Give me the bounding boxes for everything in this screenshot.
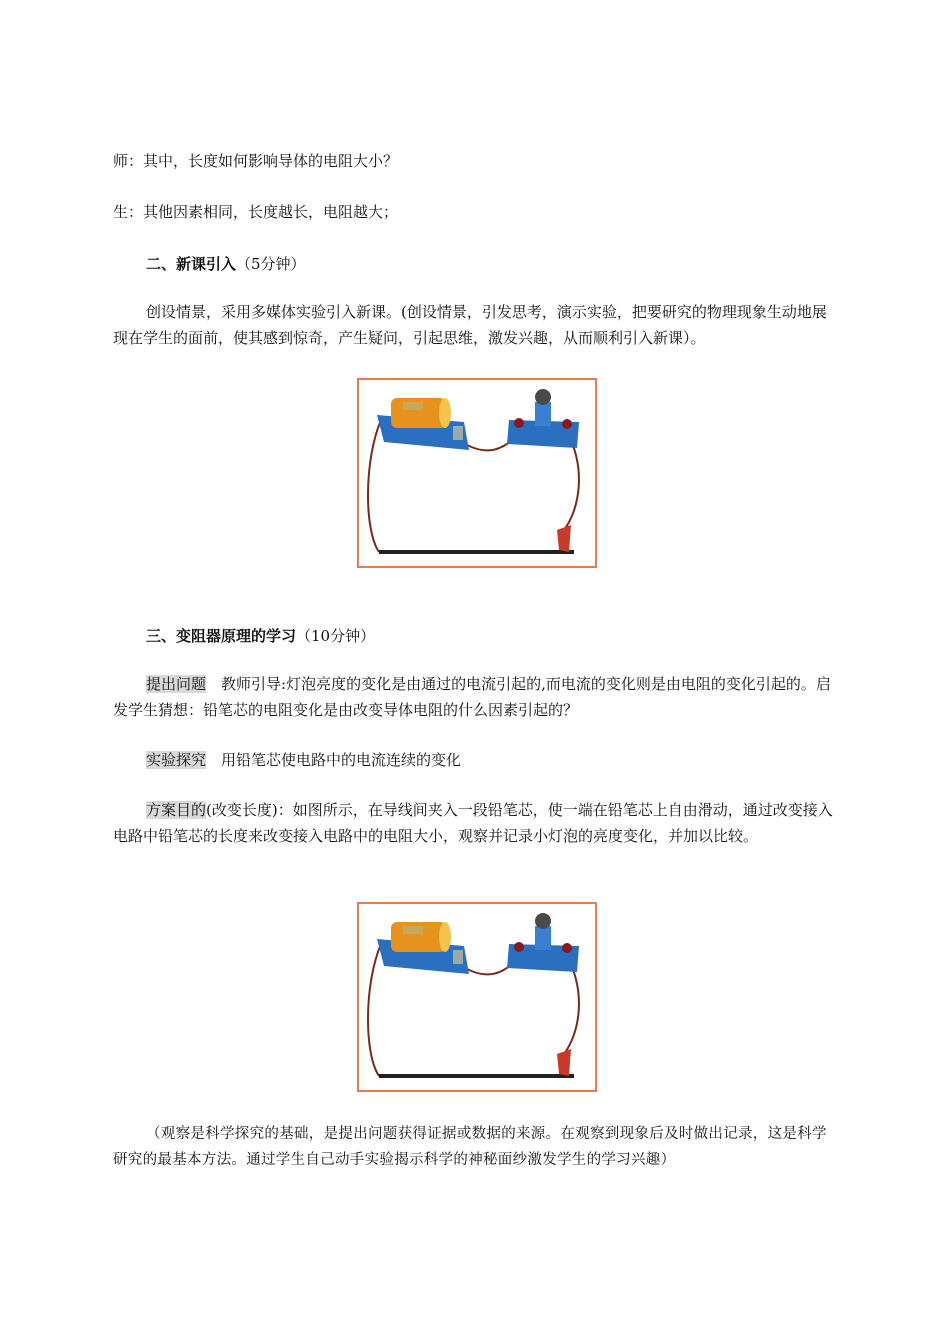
experiment-paragraph [113,747,837,773]
question-label: 提出问题 [146,675,207,693]
section-2-title: 二、新课引入 [146,255,237,273]
section-3-heading [113,623,837,649]
circuit-illustration-2 [359,904,595,1090]
teacher-question: 师：其中，长度如何影响导体的电阻大小？ [113,152,399,170]
experiment-label: 实验探究 [146,751,207,769]
plan-label: 方案目的 [146,801,207,819]
circuit-illustration-1 [359,380,595,566]
question-paragraph [113,671,837,723]
student-answer: 生：其他因素相同，长度越长，电阻越大； [113,203,399,221]
section-3-time: （10分钟） [296,627,376,645]
section-2-heading [113,251,837,277]
section-3-title: 三、变阻器原理的学习 [146,627,297,645]
experiment-body: 用铅笔芯使电路中的电流连续的变化 [206,751,462,769]
question-body: 教师引导:灯泡亮度的变化是由通过的电流引起的,而电流的变化则是由电阻的变化引起的。启发学生猜想：铅笔芯的电阻变化是由改变导体电阻的什么因素引起的？ [113,675,831,719]
circuit-figure-1 [357,378,597,568]
section-2-body: 创设情景，采用多媒体实验引入新课。(创设情景，引发思考，演示实验，把要研究的物理现象生动地展现在学生的面前，使其感到惊奇，产生疑问，引起思维，激发兴趣，从而顺利引入新课）。 [113,303,827,347]
plan-paragraph [113,797,837,849]
observation-note: （观察是科学探究的基础，是提出问题获得证据或数据的来源。在观察到现象后及时做出记录，这是科学研究的最基本方法。通过学生自己动手实验揭示科学的神秘面纱激发学生的学习兴趣） [113,1126,827,1168]
circuit-figure-2 [357,902,597,1092]
plan-body: (改变长度)：如图所示，在导线间夹入一段铅笔芯，使一端在铅笔芯上自由滑动，通过改变接入电路中铅笔芯的长度来改变接入电路中的电阻大小，观察并记录小灯泡的亮度变化，并加以比较。 [113,801,833,845]
section-2-time: （5分钟） [236,255,306,273]
